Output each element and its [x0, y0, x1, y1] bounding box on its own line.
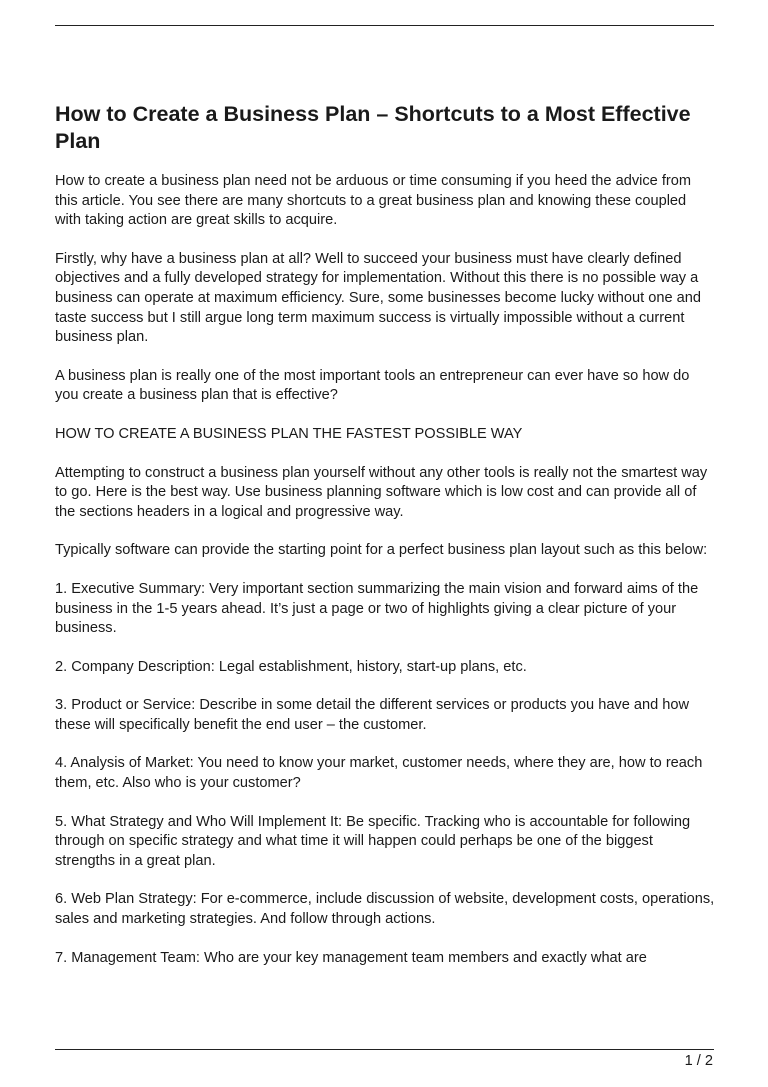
list-item-product-service: 3. Product or Service: Describe in some detail the different services or products you have and how these will specifically benefit the end user – the customer.: [55, 697, 690, 733]
document-title: How to Create a Business Plan – Shortcuts to a Most Effective Plan: [55, 102, 691, 153]
paragraph-important-tool: A business plan is really one of the most important tools an entrepreneur can ever have so how do you create a business plan that is effective?: [55, 367, 690, 404]
list-item-company-description: 2. Company Description: Legal establishment, history, start-up plans, etc.: [55, 658, 527, 675]
list-item-web-plan: 6. Web Plan Strategy: For e-commerce, include discussion of website, development costs, operations, sales and marketing strategies. And follow through actions.: [55, 891, 715, 928]
list-item-executive-summary: 1. Executive Summary: Very important section summarizing the main vision and forward aims of the business in the 1-5 years ahead. It’s just a page or two of highlights giving a clear picture of your business.: [55, 580, 699, 637]
footer-divider: [55, 1049, 714, 1050]
paragraph-why-plan: Firstly, why have a business plan at all? Well to succeed your business must have clearly defined objectives and a fully developed strategy for implementation. Without this there is no possible way a business can operate at maximum efficiency. Sure, some businesses become lucky without one and taste success but I still argue long term maximum success is virtually impossible without a current business plan.: [55, 250, 701, 346]
paragraph-layout: Typically software can provide the starting point for a perfect business plan layout such as this below:: [55, 542, 708, 559]
header-divider: [55, 25, 714, 26]
list-item-strategy: 5. What Strategy and Who Will Implement It: Be specific. Tracking who is accountable for following through on specific strategy and what time it will happen could perhaps be one of the biggest strengths in a great plan.: [55, 813, 691, 869]
section-heading: HOW TO CREATE A BUSINESS PLAN THE FASTEST POSSIBLE WAY: [55, 425, 523, 442]
paragraph-intro: How to create a business plan need not be arduous or time consuming if you heed the advice from this article. You see there are many shortcuts to a great business plan and knowing these coupled with taking action are great skills to acquire.: [55, 173, 692, 229]
page-number: 1 / 2: [684, 1053, 713, 1069]
list-item-market-analysis: 4. Analysis of Market: You need to know your market, customer needs, where they are, how to reach them, etc. Also who is your customer?: [55, 755, 703, 792]
paragraph-software: Attempting to construct a business plan yourself without any other tools is really not the smartest way to go. Here is the best way. Use business planning software which is low cost and can provide all of the sections headers in a logical and progressive way.: [55, 464, 708, 520]
list-item-management-team: 7. Management Team: Who are your key management team members and exactly what are: [55, 949, 647, 966]
document-body: [55, 101, 716, 987]
